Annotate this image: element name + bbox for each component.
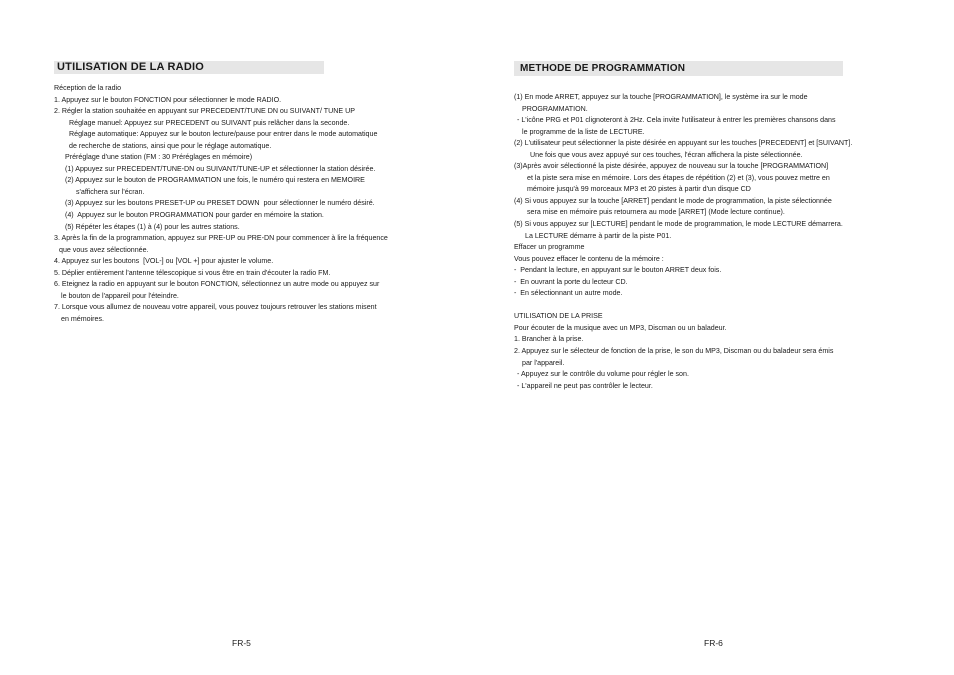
text-line: 4. Appuyez sur les boutons [VOL-] ou [VOL +] pour ajuster le volume. [54, 257, 274, 266]
text-line: 6. Eteignez la radio en appuyant sur le bouton FONCTION, sélectionnez un autre mode ou appuyez sur [54, 280, 380, 289]
text-line: mémoire jusqu'à 99 morceaux MP3 et 20 pistes à partir d'un disque CD [527, 185, 751, 194]
text-line [514, 300, 852, 312]
text-line: (3) Appuyez sur les boutons PRESET-UP ou PRESET DOWN pour sélectionner le numéro désiré. [65, 199, 375, 208]
text-line: (3)Après avoir sélectionné la piste désirée, appuyez de nouveau sur la touche [PROGRAMMATION] [514, 162, 829, 171]
radio-instructions [54, 83, 388, 325]
text-line: UTILISATION DE LA PRISE [514, 312, 603, 321]
text-line: Effacer un programme [514, 243, 585, 252]
text-line: en mémoires. [61, 314, 104, 323]
text-line: 2. Appuyez sur le sélecteur de fonction de la prise, le son du MP3, Discman ou du baladeur sera émis [514, 347, 834, 356]
text-line: Vous pouvez effacer le contenu de la mémoire : [514, 254, 664, 263]
text-line: Réglage automatique: Appuyez sur le bouton lecture/pause pour entrer dans le mode automatique [69, 130, 378, 139]
text-line: La LECTURE démarre à partir de la piste P01. [525, 231, 672, 240]
text-line: que vous avez sélectionnée. [59, 245, 149, 254]
text-line: - En ouvrant la porte du lecteur CD. [514, 277, 628, 286]
text-line: (2) L'utilisateur peut sélectionner la piste désirée en appuyant sur les touches [PRECEDENT] et [SUIVANT]. [514, 139, 853, 148]
page-number: FR-6 [704, 638, 723, 648]
text-line: (5) Répéter les étapes (1) à (4) pour les autres stations. [65, 222, 240, 231]
text-line: (1) En mode ARRET, appuyez sur la touche [PROGRAMMATION], le système ira sur le mode [514, 93, 808, 101]
section-heading-programming: METHODE DE PROGRAMMATION [514, 61, 843, 76]
text-line: (2) Appuyez sur le bouton de PROGRAMMATION une fois, le numéro qui restera en MEMOIRE [65, 176, 365, 185]
section-heading-radio: UTILISATION DE LA RADIO [54, 61, 324, 74]
text-line: par l'appareil. [522, 358, 565, 367]
text-line: Préréglage d'une station (FM : 30 Préréglages en mémoire) [65, 153, 253, 162]
programming-instructions [514, 92, 852, 392]
text-line: le bouton de l'appareil pour l'éteindre. [61, 291, 179, 300]
text-line: - En sélectionnant un autre mode. [514, 289, 623, 298]
text-line: Pour écouter de la musique avec un MP3, Discman ou un baladeur. [514, 323, 727, 332]
text-line: (1) Appuyez sur PRECEDENT/TUNE-DN ou SUIVANT/TUNE-UP et sélectionner la station désirée. [65, 164, 376, 173]
page-number: FR-5 [232, 638, 251, 648]
text-line: 2. Régler la station souhaitée en appuyant sur PRECEDENT/TUNE DN ou SUIVANT/ TUNE UP [54, 107, 355, 116]
text-line: (4) Appuyez sur le bouton PROGRAMMATION pour garder en mémoire la station. [65, 211, 324, 220]
text-line: (5) Si vous appuyez sur [LECTURE] pendant le mode de programmation, le mode LECTURE démarrera. [514, 220, 843, 229]
text-line: Réception de la radio [54, 84, 122, 92]
text-line: - L'appareil ne peut pas contrôler le lecteur. [517, 381, 653, 390]
text-line: (4) Si vous appuyez sur la touche [ARRET] pendant le mode de programmation, la piste sélectionnée [514, 196, 832, 205]
text-line: 3. Après la fin de la programmation, appuyez sur PRE-UP ou PRE-DN pour commencer à lire la fréquence [54, 234, 388, 243]
text-line: 1. Appuyez sur le bouton FONCTION pour sélectionner le mode RADIO. [54, 95, 282, 104]
text-line: - L'icône PRG et P01 clignoteront à 2Hz. Cela invite l'utilisateur à entrer les premières chansons dans [517, 116, 836, 125]
text-line: sera mise en mémoire puis retournera au mode [ARRET] (Mode lecture continue). [527, 208, 785, 217]
right-page [477, 0, 954, 675]
text-line: 1. Brancher à la prise. [514, 335, 584, 344]
text-line: PROGRAMMATION. [522, 104, 588, 113]
text-line: Une fois que vous avez appuyé sur ces touches, l'écran affichera la piste sélectionnée. [530, 150, 803, 159]
text-line: Réglage manuel: Appuyez sur PRECEDENT ou SUIVANT puis relâcher dans la seconde. [69, 118, 350, 127]
text-line: - Appuyez sur le contrôle du volume pour régler le son. [517, 370, 689, 379]
text-line: le programme de la liste de LECTURE. [522, 127, 645, 136]
text-line: et la piste sera mise en mémoire. Lors des étapes de répétition (2) et (3), vous pouvez mettre en [527, 173, 830, 182]
text-line: 5. Déplier entièrement l'antenne télescopique si vous être en train d'écouter la radio FM. [54, 268, 331, 277]
text-line: 7. Lorsque vous allumez de nouveau votre appareil, vous pouvez toujours retrouver les stations misent [54, 303, 377, 312]
text-line: de recherche de stations, ainsi que pour le réglage automatique. [69, 141, 272, 150]
text-line: - Pendant la lecture, en appuyant sur le bouton ARRET deux fois. [514, 266, 722, 275]
text-line: s'affichera sur l'écran. [76, 187, 145, 196]
